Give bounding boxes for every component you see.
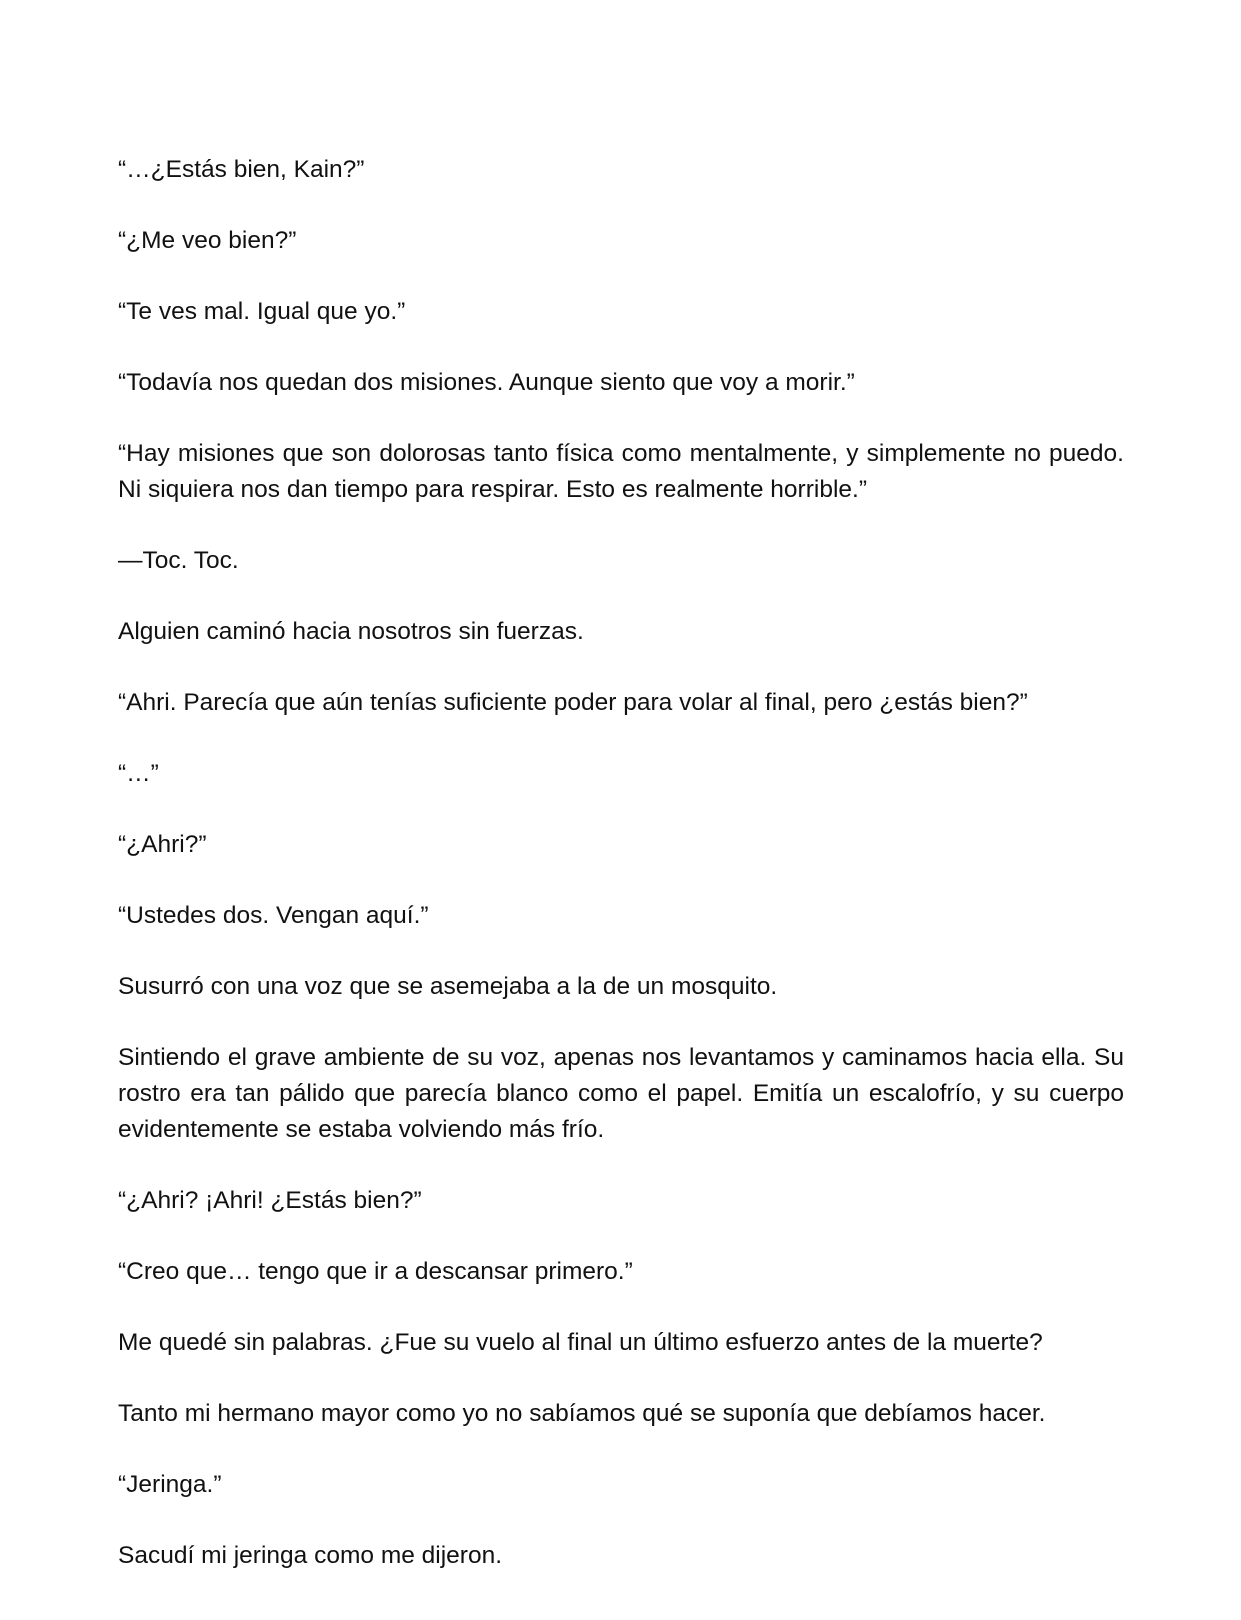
paragraph: “Creo que… tengo que ir a descansar primero.” bbox=[118, 1258, 633, 1285]
paragraph: Me quedé sin palabras. ¿Fue su vuelo al final un último esfuerzo antes de la muerte? bbox=[118, 1329, 1043, 1356]
paragraph: Alguien caminó hacia nosotros sin fuerzas. bbox=[118, 618, 584, 645]
paragraph: “Ustedes dos. Vengan aquí.” bbox=[118, 902, 429, 929]
paragraph: Susurró con una voz que se asemejaba a la de un mosquito. bbox=[118, 973, 778, 1000]
paragraph: —Toc. Toc. bbox=[118, 547, 239, 574]
paragraph: “Ahri. Parecía que aún tenías suficiente poder para volar al final, pero ¿estás bien?” bbox=[118, 689, 1028, 716]
paragraph: “¿Ahri?” bbox=[118, 831, 207, 858]
paragraph: “Todavía nos quedan dos misiones. Aunque siento que voy a morir.” bbox=[118, 369, 855, 396]
paragraph: “¿Me veo bien?” bbox=[118, 227, 297, 254]
paragraph: “¿Ahri? ¡Ahri! ¿Estás bien?” bbox=[118, 1187, 422, 1214]
paragraph: Sacudí mi jeringa como me dijeron. bbox=[118, 1542, 503, 1569]
paragraph: “Te ves mal. Igual que yo.” bbox=[118, 298, 406, 325]
paragraph: “Hay misiones que son dolorosas tanto física como mentalmente, y simplemente no puedo. Ni siquiera nos dan tiempo para respirar. Esto es realmente horrible.” bbox=[118, 440, 1124, 503]
paragraph: Tanto mi hermano mayor como yo no sabíamos qué se suponía que debíamos hacer. bbox=[118, 1400, 1046, 1427]
paragraph: “…¿Estás bien, Kain?” bbox=[118, 156, 365, 183]
paragraph: “Jeringa.” bbox=[118, 1471, 222, 1498]
paragraph: “…” bbox=[118, 760, 159, 787]
paragraph: Sintiendo el grave ambiente de su voz, apenas nos levantamos y caminamos hacia ella. Su rostro era tan pálido que parecía blanco como el papel. Emitía un escalofrío, y su cuerpo evidentemente se estaba volviendo más frío. bbox=[118, 1044, 1124, 1143]
document-body bbox=[118, 152, 1124, 1574]
